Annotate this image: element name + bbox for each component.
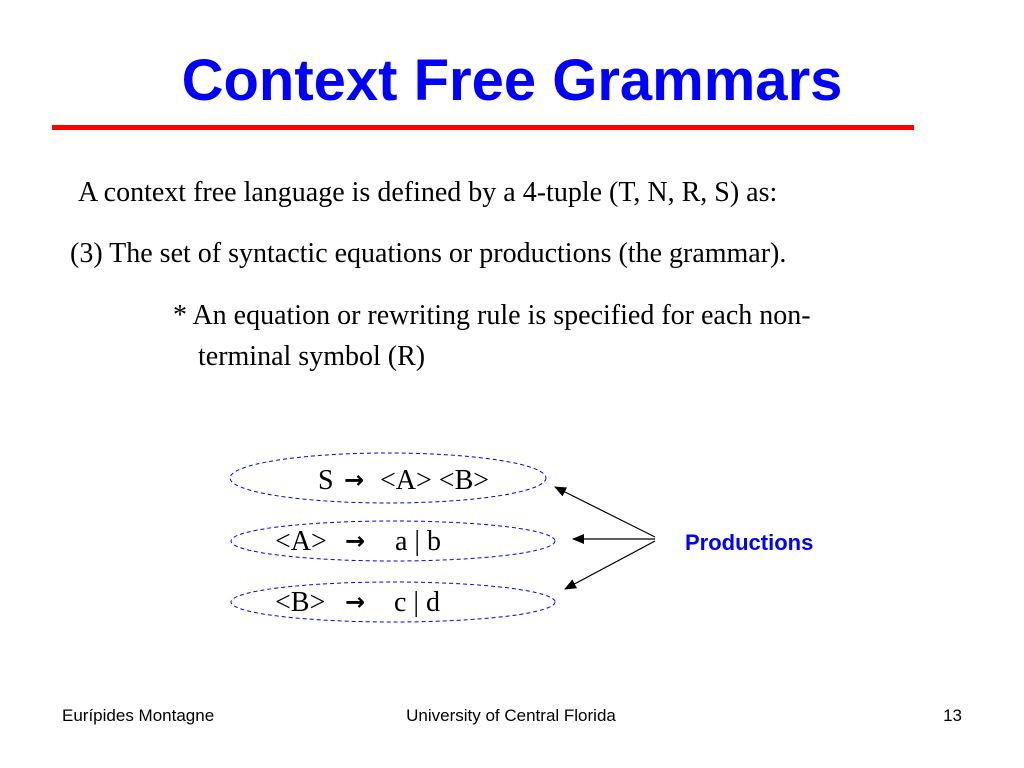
production-3-rhs: c | d bbox=[394, 587, 441, 618]
bullet-text-line-1: * An equation or rewriting rule is specified for each non- bbox=[173, 300, 811, 331]
bullet-text-line-2: terminal symbol (R) bbox=[198, 341, 426, 372]
production-2-rhs: a | b bbox=[395, 526, 442, 557]
footer-institution: University of Central Florida bbox=[406, 706, 616, 725]
slide-title: Context Free Grammars bbox=[181, 48, 843, 113]
production-1-arrow-icon: → bbox=[344, 466, 365, 494]
production-3-arrow-icon: → bbox=[345, 588, 366, 616]
title-underline bbox=[52, 125, 914, 130]
production-3-lhs: <B> bbox=[275, 587, 326, 618]
production-ellipse-2 bbox=[231, 521, 555, 561]
production-2-arrow-icon: → bbox=[345, 527, 366, 555]
pointer-arrow-1 bbox=[555, 487, 655, 537]
production-1-rhs: <A> <B> bbox=[380, 465, 490, 496]
productions-label: Productions bbox=[685, 530, 814, 555]
production-ellipse-1 bbox=[230, 453, 546, 503]
footer-author: Eurípides Montagne bbox=[62, 706, 215, 725]
production-2-lhs: <A> bbox=[275, 526, 327, 557]
definition-text: A context free language is defined by a 4-tuple (T, N, R, S) as: bbox=[78, 177, 778, 208]
pointer-arrow-3 bbox=[565, 541, 655, 589]
production-1-lhs: S bbox=[318, 465, 334, 496]
footer-page-number: 13 bbox=[943, 706, 962, 725]
production-ellipse-3 bbox=[231, 582, 555, 622]
productions-item-text: (3) The set of syntactic equations or productions (the grammar). bbox=[70, 238, 787, 269]
